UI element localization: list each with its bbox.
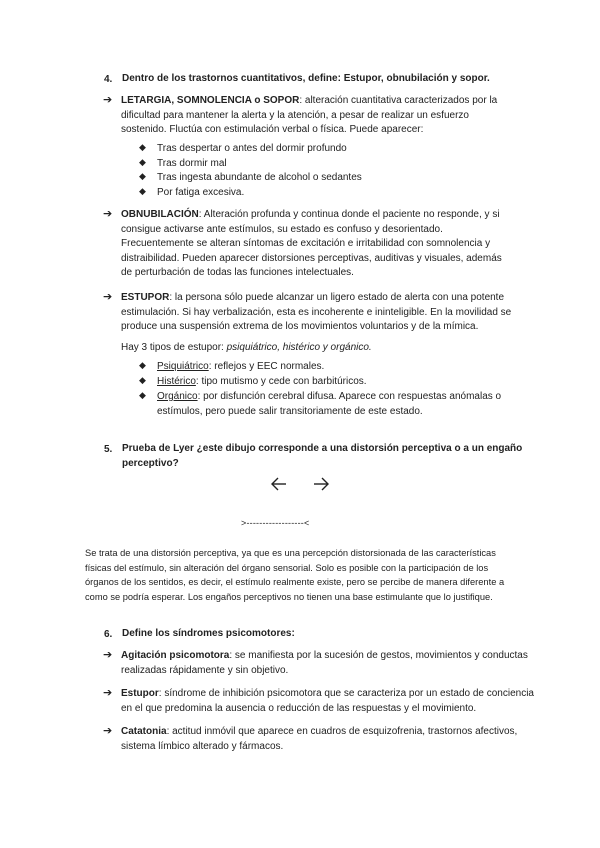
- diamond-bullet-icon: ◆: [139, 172, 146, 182]
- lyer-line-figure: >------------------<: [241, 518, 310, 528]
- obnubilacion-line-2: consigue activarse ante estímulos, su estado es confuso y desorientado.: [121, 223, 443, 235]
- estupor-types-italic: psiquiátrico, histérico y orgánico.: [226, 342, 372, 353]
- catatonia-text-1: : actitud inmóvil que aparece en cuadros de esquizofrenia, trastornos afectivos,: [166, 726, 518, 737]
- obnubilacion-text-1: : Alteración profunda y continua donde el paciente no responde, y si: [198, 209, 500, 220]
- diamond-bullet-icon: ◆: [139, 187, 146, 197]
- obnubilacion-line-5: de perturbación de todas las funciones intelectuales.: [121, 267, 354, 279]
- question-5-answer-line-3: órganos de los sentidos, es decir, el estímulo realmente existe, pero se percibe de manera diferente a: [85, 577, 505, 588]
- obnubilacion-line-3: Frecuentemente se alteran síntomas de excitación e irritabilidad con somnolencia y: [121, 238, 491, 250]
- question-6-number: 6.: [104, 629, 113, 640]
- letargia-text-1: : alteración cuantitativa caracterizados por la: [299, 95, 498, 106]
- estupor-type-1-name: Psiquiátrico: [157, 361, 209, 372]
- question-6-title: Define los síndromes psicomotores:: [122, 628, 295, 639]
- agitacion-term: Agitación psicomotora: [121, 650, 230, 661]
- estupor-syndrome-text-1: : síndrome de inhibición psicomotora que se caracteriza por un estado de conciencia: [158, 688, 534, 699]
- letargia-bullet-3: Tras ingesta abundante de alcohol o sedantes: [157, 172, 362, 183]
- estupor-types-intro: [121, 341, 372, 356]
- question-4-title: Dentro de los trastornos cuantitativos, define: Estupor, obnubilación y sopor.: [122, 73, 490, 84]
- question-5-title-line-2: perceptivo?: [122, 457, 179, 469]
- catatonia-line-2: sistema límbico alterado y fármacos.: [121, 740, 284, 752]
- diamond-bullet-icon: ◆: [139, 158, 146, 168]
- obnubilacion-line-4: distraibilidad. Pueden aparecer distorsiones perceptivas, auditivas y visuales, además: [121, 252, 502, 264]
- agitacion-line-1: [121, 649, 528, 664]
- question-4-number: 4.: [104, 74, 113, 85]
- lyer-arrows-figure: [268, 474, 338, 494]
- estupor-syndrome-line-2: en el que predomina la ausencia o reducción de las respuestas y el movimiento.: [121, 702, 477, 714]
- arrow-bullet-icon: ➔: [103, 290, 113, 303]
- arrow-bullet-icon: ➔: [103, 648, 113, 661]
- catatonia-term: Catatonia: [121, 726, 167, 737]
- letargia-bullet-4: Por fatiga excesiva.: [157, 187, 245, 198]
- question-5-answer-line-4: como se podría esperar. Los engaños perceptivos no tienen una base estimulante que lo justifique.: [85, 591, 493, 602]
- agitacion-line-2: realizadas rápidamente y sin objetivo.: [121, 664, 289, 676]
- estupor-type-2: [157, 375, 367, 390]
- question-5-answer-line-2: físicas del estímulo, sin alteración del órgano sensorial. Solo es posible con la participación de los: [85, 562, 489, 573]
- estupor-term: ESTUPOR: [121, 292, 170, 303]
- diamond-bullet-icon: ◆: [139, 391, 146, 401]
- question-5-title-line-1: Prueba de Lyer ¿este dibujo corresponde a una distorsión perceptiva o a un engaño: [122, 443, 523, 454]
- estupor-line-2: estimulación. Si hay verbalización, esta es incoherente e ininteligible. En la movilidad se: [121, 306, 512, 318]
- agitacion-text-1: : se manifiesta por la sucesión de gestos, movimientos y conductas: [229, 650, 528, 661]
- diamond-bullet-icon: ◆: [139, 143, 146, 153]
- obnubilacion-line-1: [121, 208, 500, 223]
- estupor-text-1: : la persona sólo puede alcanzar un ligero estado de alerta con una potente: [169, 292, 505, 303]
- arrow-bullet-icon: ➔: [103, 724, 113, 737]
- estupor-type-3-desc-2: estímulos, pero puede salir transitoriamente de este estado.: [157, 405, 423, 417]
- estupor-types-intro-text: Hay 3 tipos de estupor:: [121, 342, 227, 353]
- diamond-bullet-icon: ◆: [139, 376, 146, 386]
- question-5-number: 5.: [104, 444, 113, 455]
- letargia-term: LETARGIA, SOMNOLENCIA o SOPOR: [121, 95, 300, 106]
- estupor-type-1-desc: : reflejos y EEC normales.: [208, 361, 325, 372]
- estupor-type-3-name: Orgánico: [157, 391, 198, 402]
- estupor-syndrome-term: Estupor: [121, 688, 159, 699]
- right-arrow-icon: [314, 478, 328, 490]
- letargia-line-2: dificultad para mantener la alerta y la atención, a pesar de realizar un esfuerzo: [121, 109, 469, 121]
- estupor-line-3: produce una suspensión extrema de los movimientos voluntarios y de la mímica.: [121, 321, 479, 333]
- obnubilacion-term: OBNUBILACIÓN: [121, 209, 199, 220]
- estupor-type-2-name: Histérico: [157, 376, 196, 387]
- letargia-line-1: [121, 94, 497, 109]
- letargia-bullet-2: Tras dormir mal: [157, 158, 227, 169]
- estupor-type-3-desc: : por disfunción cerebral difusa. Aparece con respuestas anómalas o: [197, 391, 502, 402]
- arrow-bullet-icon: ➔: [103, 207, 113, 220]
- estupor-type-2-desc: : tipo mutismo y cede con barbitúricos.: [195, 376, 367, 387]
- arrow-bullet-icon: ➔: [103, 686, 113, 699]
- diamond-bullet-icon: ◆: [139, 361, 146, 371]
- question-5-answer-line-1: Se trata de una distorsión perceptiva, ya que es una percepción distorsionada de las características: [85, 548, 496, 558]
- letargia-line-3: sostenido. Fluctúa con estimulación verbal o física. Puede aparecer:: [121, 124, 424, 136]
- estupor-line-1: [121, 291, 504, 306]
- estupor-type-1: [157, 360, 324, 375]
- left-arrow-icon: [272, 478, 286, 490]
- catatonia-line-1: [121, 725, 517, 740]
- letargia-bullet-1: Tras despertar o antes del dormir profundo: [157, 143, 347, 154]
- estupor-syndrome-line-1: [121, 687, 534, 702]
- arrow-bullet-icon: ➔: [103, 93, 113, 106]
- estupor-type-3: [157, 390, 501, 405]
